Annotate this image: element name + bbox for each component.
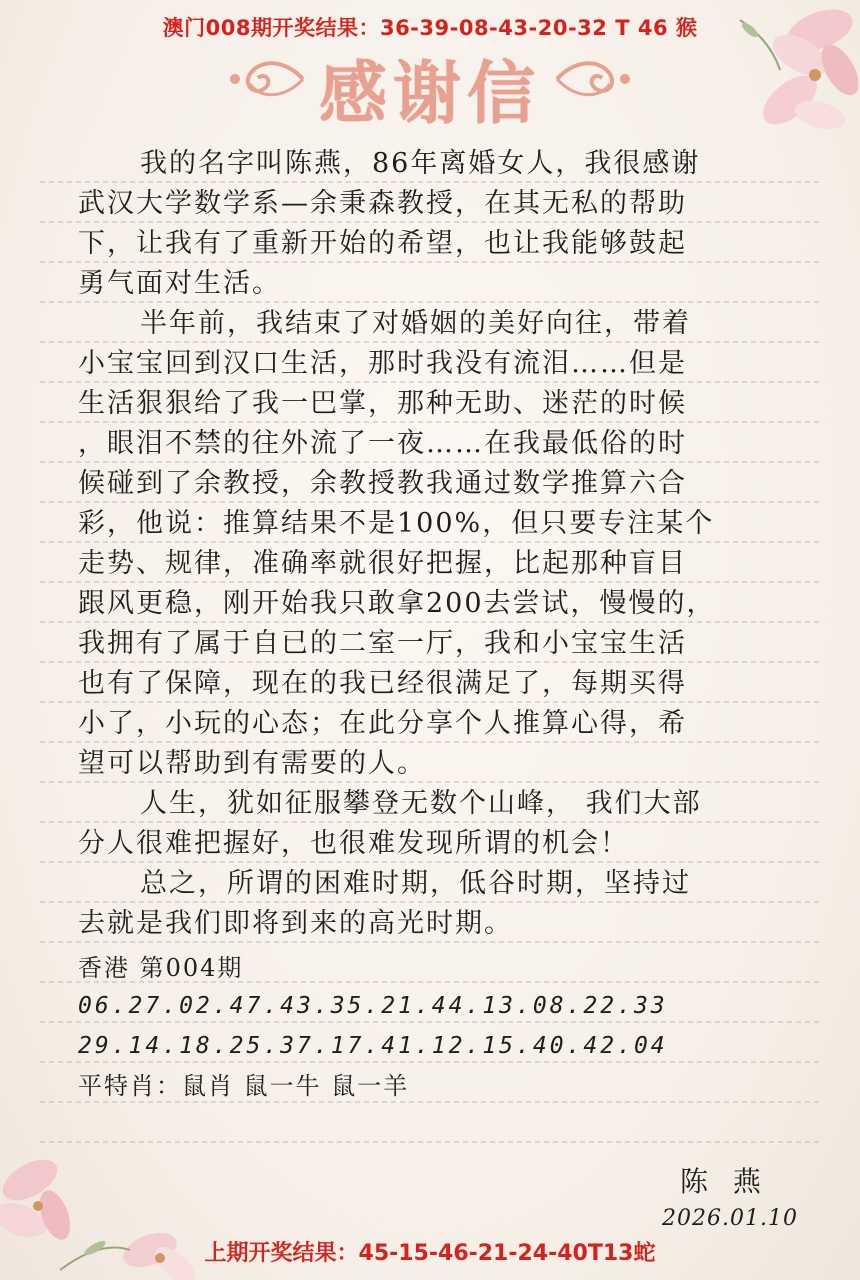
letter-line: 我的名字叫陈燕，86年离婚女人，我很感谢 bbox=[140, 148, 701, 179]
signature: 陈 燕 bbox=[680, 1165, 769, 1198]
letter-date: 2026.01.10 bbox=[662, 1206, 798, 1231]
letter-line: 总之，所谓的困难时期，低谷时期，坚持过 bbox=[140, 868, 691, 899]
letter-line: 人生，犹如征服攀登无数个山峰， 我们大部 bbox=[140, 788, 702, 819]
letter-line: 武汉大学数学系—余秉森教授，在其无私的帮助 bbox=[78, 188, 687, 219]
page-title: 感谢信 bbox=[318, 55, 541, 134]
prediction-numbers-line-1: 06.27.02.47.43.35.21.44.13.08.22.33 bbox=[78, 993, 668, 1019]
letter-line: 生活狠狠给了我一巴掌，那种无助、迷茫的时候 bbox=[78, 388, 687, 419]
letter-line: ，眼泪不禁的往外流了一夜……在我最低俗的时 bbox=[78, 428, 687, 459]
letter-line: 我拥有了属于自已的二室一厅，我和小宝宝生活 bbox=[78, 628, 687, 659]
letter-line: 走势、规律，准确率就很好把握，比起那种盲目 bbox=[78, 548, 687, 579]
letter-line: 下，让我有了重新开始的希望，也让我能够鼓起 bbox=[78, 228, 687, 259]
title-block bbox=[0, 40, 860, 134]
letter-line: 小宝宝回到汉口生活，那时我没有流泪……但是 bbox=[78, 348, 687, 379]
letter-line: 去就是我们即将到来的高光时期。 bbox=[78, 908, 513, 939]
previous-draw-result-banner: 上期开奖结果：45-15-46-21-24-40T13蛇 bbox=[204, 1241, 656, 1266]
prediction-numbers-line-2: 29.14.18.25.37.17.41.12.15.40.42.04 bbox=[78, 1033, 668, 1059]
letter-line: 小了，小玩的心态；在此分享个人推算心得，希 bbox=[78, 708, 687, 739]
letter-line: 望可以帮助到有需要的人。 bbox=[78, 748, 426, 779]
letter-line: 勇气面对生活。 bbox=[78, 268, 281, 299]
prediction-label: 香港 第004期 bbox=[78, 954, 244, 982]
letter-line: 分人很难把握好，也很难发现所谓的机会！ bbox=[78, 828, 629, 859]
letter-line: 候碰到了余教授，余教授教我通过数学推算六合 bbox=[78, 468, 687, 499]
letter-line: 半年前，我结束了对婚姻的美好向往，带着 bbox=[140, 308, 691, 339]
letter-line: 也有了保障，现在的我已经很满足了，每期买得 bbox=[78, 668, 687, 699]
current-draw-result-banner: 澳门008期开奖结果：36-39-08-43-20-32 T 46 猴 bbox=[162, 16, 698, 40]
prediction-zodiac: 平特肖：鼠肖 鼠一牛 鼠一羊 bbox=[78, 1072, 410, 1100]
letter-line: 彩，他说：推算结果不是100%，但只要专注某个 bbox=[78, 508, 715, 539]
letter-line: 跟风更稳，刚开始我只敢拿200去尝试，慢慢的， bbox=[78, 588, 716, 619]
right-flourish-icon bbox=[555, 54, 635, 104]
